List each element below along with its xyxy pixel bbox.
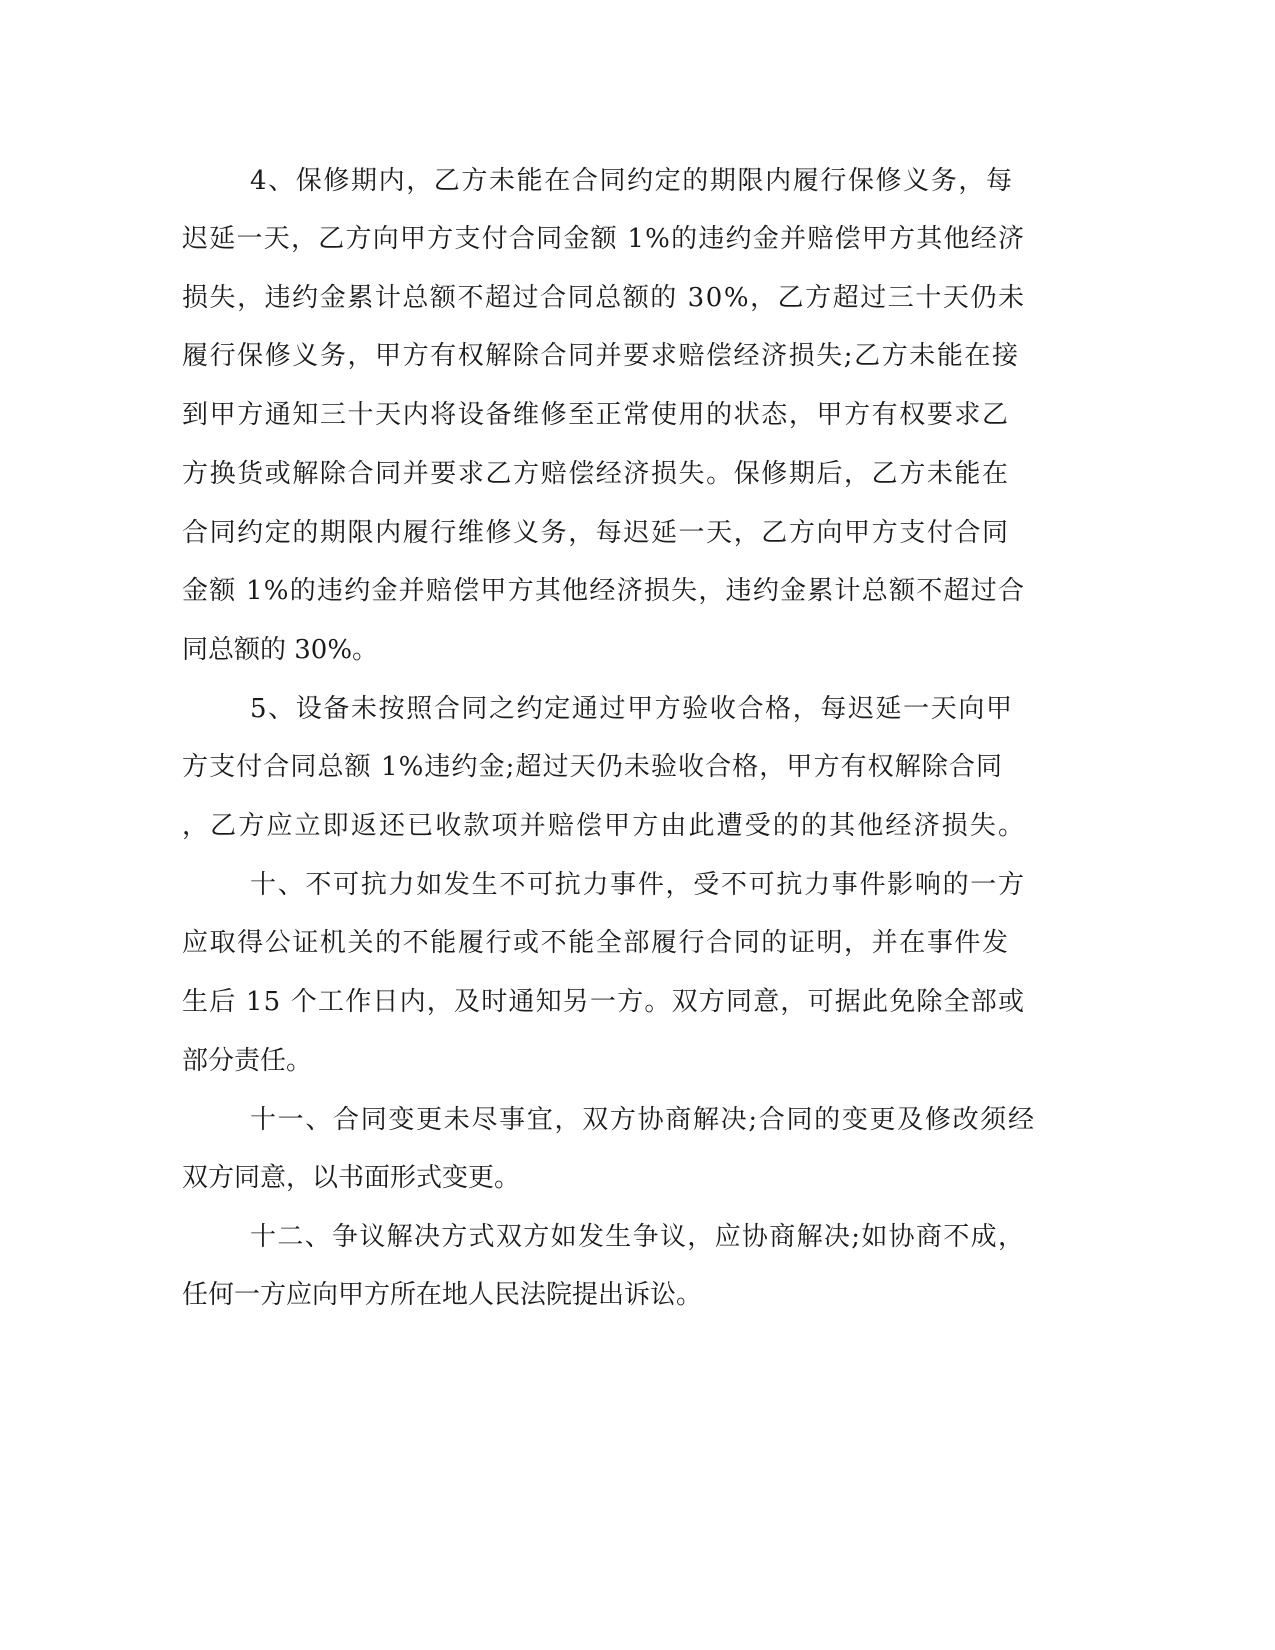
text-line xyxy=(0,278,1275,318)
line-text: 履行保修义务，甲方有权解除合同并要求赔偿经济损失;乙方未能在接 xyxy=(182,341,1020,371)
line-text: 损失，违约金累计总额不超过合同总额的 30%，乙方超过三十天仍未 xyxy=(182,283,1026,313)
text-line xyxy=(0,1041,1275,1081)
text-line xyxy=(0,923,1275,963)
line-text: 任何一方应向甲方所在地人民法院提出诉讼。 xyxy=(182,1280,703,1310)
line-text: 十一、合同变更未尽事宜，双方协商解决;合同的变更及修改须经 xyxy=(250,1105,1036,1135)
text-line xyxy=(0,161,1275,201)
line-text: ，乙方应立即返还已收款项并赔偿甲方由此遭受的的其他经济损失。 xyxy=(182,811,1027,841)
line-text: 同总额的 30%。 xyxy=(182,635,379,665)
text-line xyxy=(0,689,1275,729)
text-line xyxy=(0,336,1275,376)
line-text: 方换货或解除合同并要求乙方赔偿经济损失。保修期后，乙方未能在 xyxy=(182,459,1010,489)
line-text: 迟延一天，乙方向甲方支付合同金额 1%的违约金并赔偿甲方其他经济 xyxy=(182,224,1026,254)
text-line xyxy=(0,1158,1275,1198)
text-line xyxy=(0,865,1275,905)
text-line xyxy=(0,1217,1275,1257)
line-text: 方支付合同总额 1%违约金;超过天仍未验收合格，甲方有权解除合同 xyxy=(182,752,1004,782)
text-line xyxy=(0,1275,1275,1315)
text-line xyxy=(0,630,1275,670)
text-line xyxy=(0,513,1275,553)
text-line xyxy=(0,747,1275,787)
text-line xyxy=(0,219,1275,259)
line-text: 4、保修期内，乙方未能在合同约定的期限内履行保修义务，每 xyxy=(250,166,1014,196)
line-text: 十、不可抗力如发生不可抗力事件，受不可抗力事件影响的一方 xyxy=(250,870,1026,900)
text-line xyxy=(0,806,1275,846)
text-line xyxy=(0,571,1275,611)
line-text: 双方同意，以书面形式变更。 xyxy=(182,1163,521,1193)
line-text: 生后 15 个工作日内，及时通知另一方。双方同意，可据此免除全部或 xyxy=(182,987,1026,1017)
line-text: 金额 1%的违约金并赔偿甲方其他经济损失，违约金累计总额不超过合 xyxy=(182,576,1026,606)
text-line xyxy=(0,395,1275,435)
line-text: 到甲方通知三十天内将设备维修至正常使用的状态，甲方有权要求乙 xyxy=(182,400,1010,430)
line-text: 部分责任。 xyxy=(182,1046,313,1076)
line-text: 应取得公证机关的不能履行或不能全部履行合同的证明，并在事件发 xyxy=(182,928,1010,958)
line-text: 合同约定的期限内履行维修义务，每迟延一天，乙方向甲方支付合同 xyxy=(182,518,1010,548)
text-line xyxy=(0,1100,1275,1140)
text-line xyxy=(0,982,1275,1022)
line-text: 5、设备未按照合同之约定通过甲方验收合格，每迟延一天向甲 xyxy=(250,694,1014,724)
line-text: 十二、争议解决方式双方如发生争议，应协商解决;如协商不成， xyxy=(250,1222,1026,1252)
text-line xyxy=(0,454,1275,494)
